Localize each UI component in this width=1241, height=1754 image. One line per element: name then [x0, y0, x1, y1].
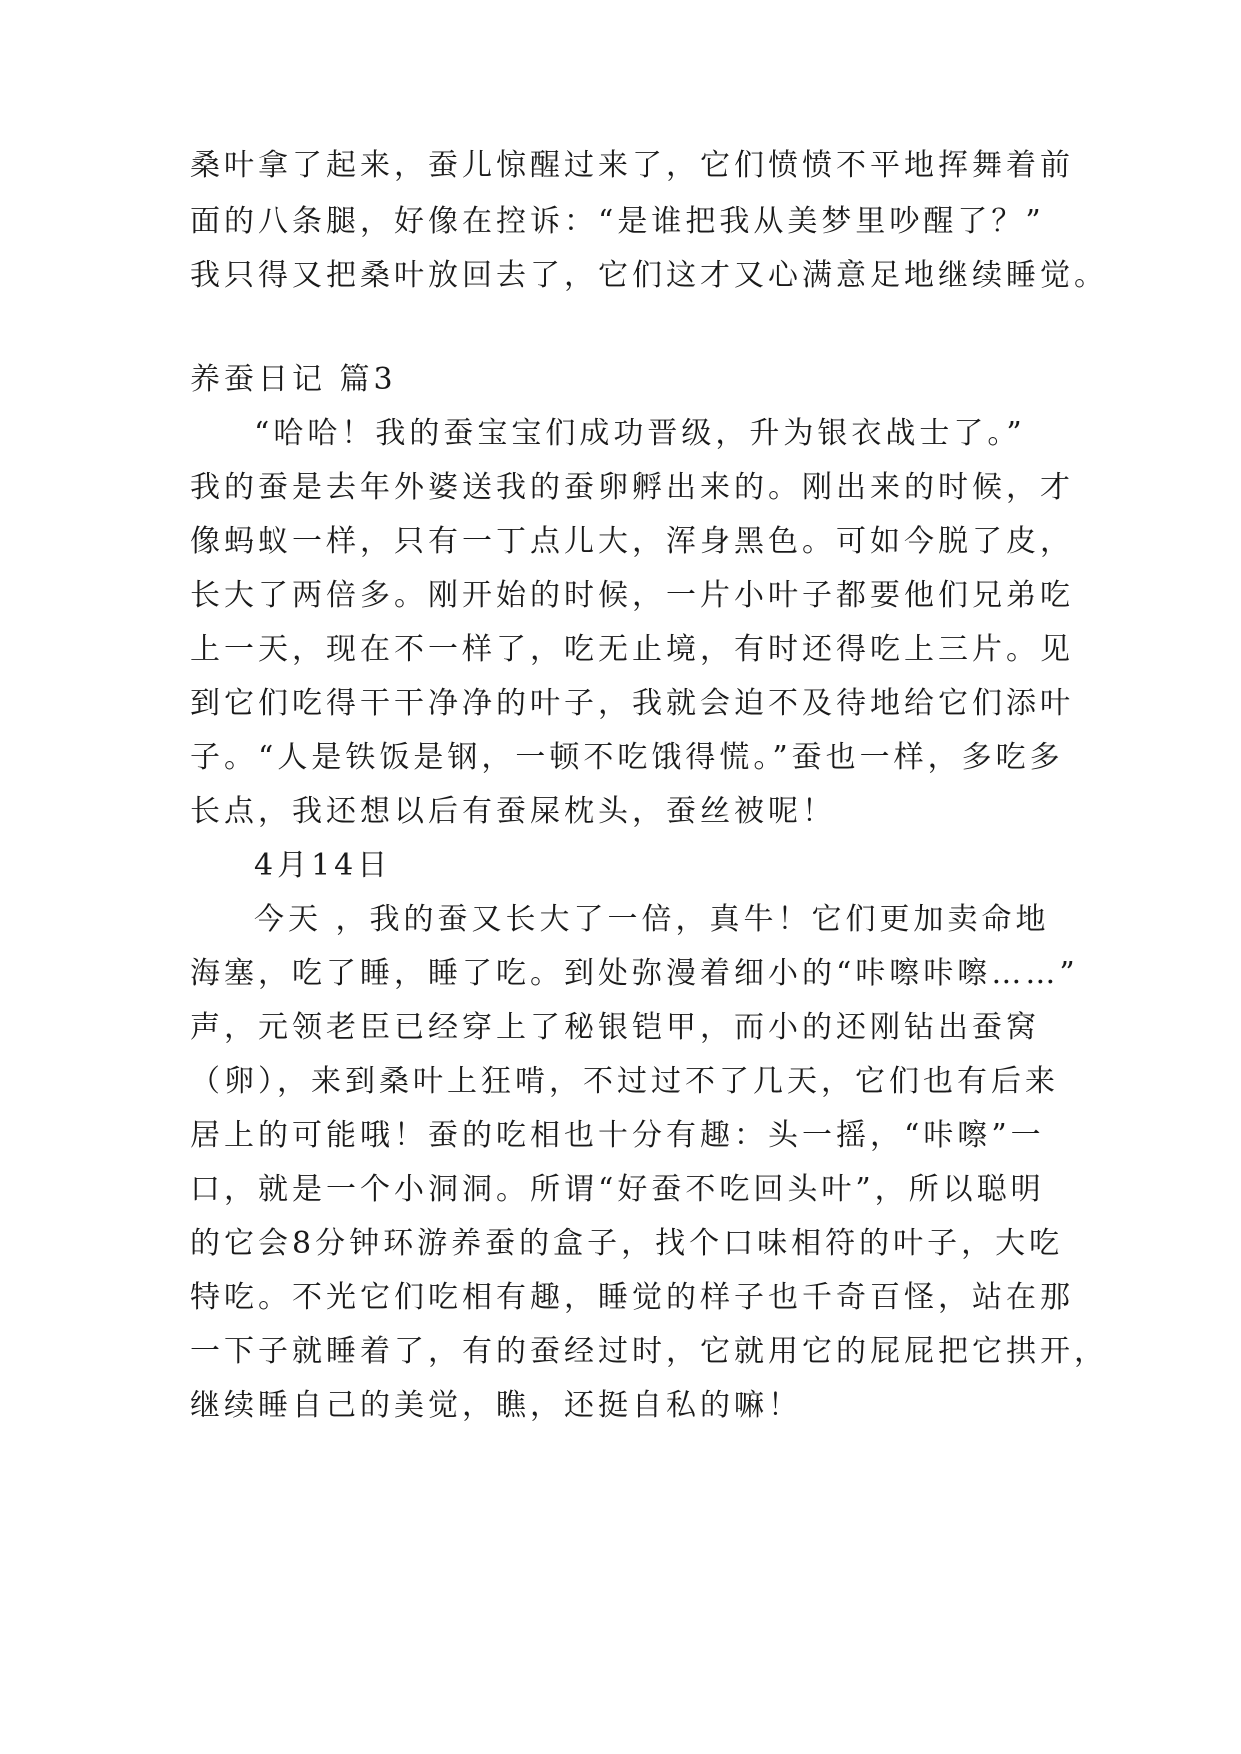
text-line: 长点，我还想以后有蚕屎枕头，蚕丝被呢！ [190, 794, 836, 829]
text-line: 面的八条腿，好像在控诉：“是谁把我从美梦里吵醒了？” [190, 204, 1045, 239]
text-line: “哈哈！我的蚕宝宝们成功晋级，升为银衣战士了。” [254, 416, 1026, 451]
text-line: （卵），来到桑叶上狂啃，不过过不了几天，它们也有后来 [190, 1064, 1059, 1099]
text-line: 特吃。不光它们吃相有趣，睡觉的样子也千奇百怪，站在那 [190, 1280, 1074, 1315]
text-line: 桑叶拿了起来，蚕儿惊醒过来了，它们愤愤不平地挥舞着前 [190, 148, 1074, 183]
section-title: 养蚕日记 篇3 [190, 362, 397, 397]
text-line: 上一天，现在不一样了，吃无止境，有时还得吃上三片。见 [190, 632, 1074, 667]
text-line: 长大了两倍多。刚开始的时候，一片小叶子都要他们兄弟吃 [190, 578, 1074, 613]
text-line: 的它会8分钟环游养蚕的盒子，找个口味相符的叶子，大吃 [190, 1226, 1064, 1261]
text-line: 到它们吃得干干净净的叶子，我就会迫不及待地给它们添叶 [190, 686, 1074, 721]
text-line: 像蚂蚁一样，只有一丁点儿大，浑身黑色。可如今脱了皮， [190, 524, 1074, 559]
text-line: 口，就是一个小洞洞。所谓“好蚕不吃回头叶”，所以聪明 [190, 1172, 1045, 1207]
text-line: 海塞，吃了睡，睡了吃。到处弥漫着细小的“咔嚓咔嚓……” [190, 956, 1079, 991]
text-line: 子。“人是铁饭是钢，一顿不吃饿得慌。”蚕也一样，多吃多 [190, 740, 1064, 775]
text-line: 一下子就睡着了，有的蚕经过时，它就用它的屁屁把它拱开， [190, 1334, 1108, 1369]
text-line: 声，元领老臣已经穿上了秘银铠甲，而小的还刚钻出蚕窝 [190, 1010, 1040, 1045]
text-line: 居上的可能哦！蚕的吃相也十分有趣：头一摇，“咔嚓”一 [190, 1118, 1045, 1153]
text-line: 我的蚕是去年外婆送我的蚕卵孵出来的。刚出来的时候，才 [190, 470, 1074, 505]
text-line: 继续睡自己的美觉，瞧，还挺自私的嘛！ [190, 1388, 802, 1423]
diary-date: 4月14日 [254, 848, 392, 883]
text-line: 今天 ，我的蚕又长大了一倍，真牛！它们更加卖命地 [254, 902, 1050, 937]
text-line: 我只得又把桑叶放回去了，它们这才又心满意足地继续睡觉。 [190, 258, 1108, 293]
